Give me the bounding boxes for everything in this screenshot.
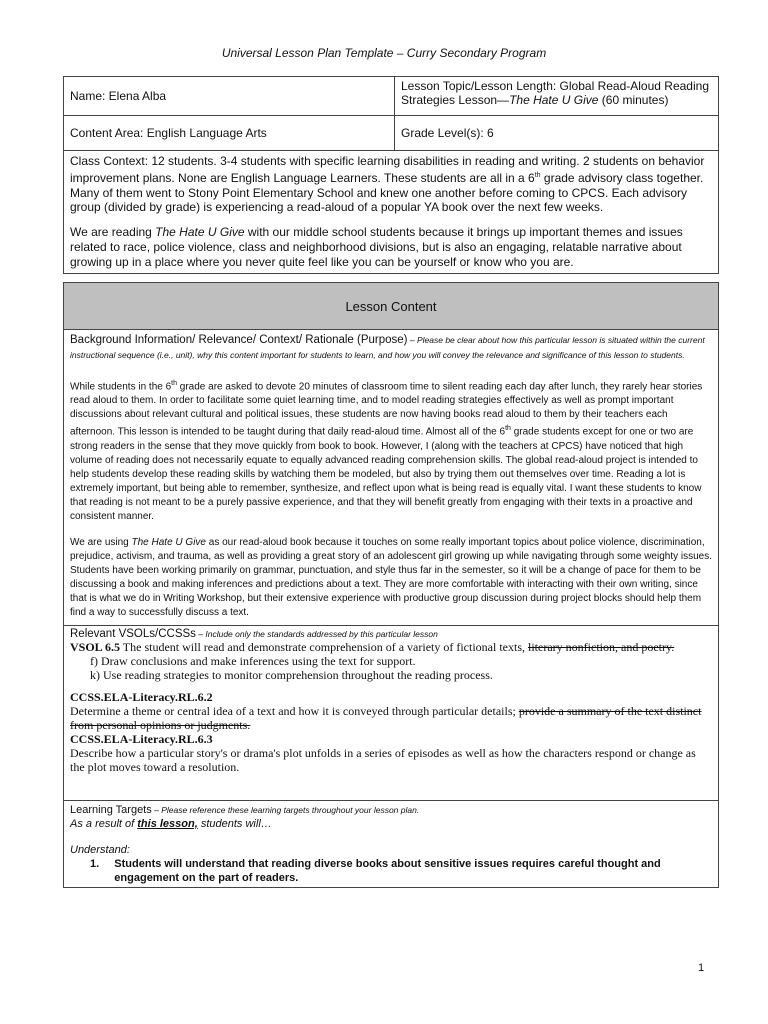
background-title: Background Information/ Relevance/ Context/ Rationale (Purpose) — [70, 334, 408, 346]
standards-note: – Include only the standards addressed by this particular lesson — [195, 628, 438, 639]
background-paragraph-2-book: The Hate U Give — [131, 536, 206, 548]
vsol-text: The student will read and demonstrate comprehension of a variety of fictional texts, — [120, 639, 529, 654]
vsol-code: VSOL 6.5 — [70, 639, 121, 654]
reading-rationale-book: The Hate U Give — [155, 224, 245, 239]
class-context-cell — [64, 151, 719, 274]
page-number: 1 — [698, 962, 705, 974]
class-context-sup: th — [534, 172, 541, 179]
background-paragraph-1b: grade are asked to devote 20 minutes of classroom time to silent reading each day after lunch, they rarely hear stories read aloud to them. In order to facilitate some quiet learning time, and to model reading strategies effectively as well as prompt important discussions about relevant cultural and political issues, these students are now having books read aloud to them by their teachers each afternoon. This lesson is intended to be taught during that daily read-aloud time. Almost all of the 6 — [70, 381, 703, 438]
lesson-topic: Lesson Topic/Lesson Length: Global Read-Aloud Reading Strategies Lesson— — [401, 79, 709, 107]
content-area: Content Area: English Language Arts — [70, 126, 267, 140]
standards-section — [64, 625, 719, 800]
lesson-topic-book: The Hate U Give — [509, 93, 599, 107]
vsol-item-k: k) Use reading strategies to monitor comprehension throughout the reading process. — [90, 667, 493, 682]
background-section — [64, 330, 719, 626]
background-paragraph-2b: as our read-aloud book because it touches on some really important topics about police violence, discrimination, prejudice, activism, and trauma, as well as providing a great story of an adolescent girl growing up while navigating through some weighty issues. Students have been working primarily on grammar, punctuation, and style thus far in the semester, so it will be a change of pace for them to be discussing a book and making inferences and predictions about a text. They are more comfortable with interacting with their own writing, since that is what we do in Writing Workshop, but their extensive experience with productive group discussion during project blocks should help them find a way to successfully discuss a text. — [70, 536, 713, 618]
learning-targets-section — [64, 800, 719, 887]
learning-target-text: Students will understand that reading diverse books about sensitive issues requires careful thought and engagement on the part of readers. — [114, 857, 661, 884]
learning-targets-title: Learning Targets — [70, 803, 152, 816]
ccss-code-2: CCSS.ELA-Literacy.RL.6.3 — [70, 731, 213, 746]
content-area-cell — [64, 116, 395, 151]
reading-rationale-cont: with our middle school students because it brings up important themes and issues related to race, police violence, class and neighborhood divisions, but is also an engaging, relatable narrative about growing up in a place where you never quite feel like you can be yourself or know who you are. — [70, 224, 683, 269]
learning-targets-intro-end: students will… — [197, 817, 272, 830]
grade-level-cell — [395, 116, 719, 151]
vsol-item-f: f) Draw conclusions and make inferences using the text for support. — [90, 653, 416, 668]
teacher-name: Name: Elena Alba — [70, 89, 167, 103]
lesson-length: (60 minutes) — [598, 93, 669, 107]
lesson-info-table — [63, 76, 719, 274]
ccss-text-2: Describe how a particular story's or drama's plot unfolds in a series of episodes as well as how the characters respond or change as the plot moves toward a resolution. — [70, 745, 696, 774]
name-cell — [64, 77, 395, 116]
ccss-strike-text-1: provide a summary of the text distinct from personal opinions or judgments. — [70, 703, 702, 732]
learning-target-item — [70, 857, 712, 885]
background-sup-1: th — [171, 380, 178, 387]
understand-label: Understand: — [70, 843, 130, 856]
background-paragraph-1: While students in the 6 — [70, 381, 172, 393]
background-sup-2: th — [505, 425, 511, 433]
standards-title: Relevant VSOLs/CCSSs — [70, 627, 196, 640]
class-context-label: Class Context: — [70, 154, 149, 168]
lesson-content-heading — [64, 283, 719, 330]
document-header: Universal Lesson Plan Template – Curry Secondary Program — [221, 46, 547, 60]
learning-targets-intro-emphasis: this lesson, — [137, 817, 198, 830]
class-context-text: 12 students. 3-4 students with specific learning disabilities in reading and writing. 2 students on behavior improvement plans. None are English Language Learners. These students are all in a 6 — [70, 154, 705, 185]
grade-level: Grade Level(s): 6 — [401, 126, 494, 140]
vsol-strike-text: literary nonfiction, and poetry. — [528, 639, 675, 654]
reading-rationale: We are reading — [70, 224, 156, 239]
learning-targets-intro: As a result of — [70, 817, 138, 830]
background-note: – Please be clear about how this particular lesson is situated within the current instructional sequence (i.e., unit), why this content important for students to learn, and how you will convey the relevance and significance of this lesson to students. — [70, 335, 705, 360]
class-context-text-cont: grade advisory class together. Many of them went to Stony Point Elementary School and knew one another before coming to CPCS. Each advisory group (divided by grade) is experiencing a read-aloud of a popular YA book over the next few weeks. — [70, 171, 704, 214]
learning-targets-note: – Please reference these learning targets throughout your lesson plan. — [151, 804, 420, 815]
background-paragraph-1c: grade students except for one or two are strong readers in the sense that they move quickly from book to book. However, I (along with the teachers at CPCS) have noticed that high volume of reading does not necessarily equate to equally advanced reading comprehension skills. The global read-aloud project is intended to help students develop these reading skills by watching them be modeled, but also by trying them out themselves over time. Reading a lot is extremely important, but being able to remember, synthesize, and reflect upon what is being read is equally vital. I want these students to know that reading is not meant to be a purely passive experience, and that they will benefit greatly from engaging with their texts in a proactive and consistent manner. — [70, 426, 702, 522]
ccss-text-1: Determine a theme or central idea of a text and how it is conveyed through particular details; — [70, 703, 519, 718]
background-paragraph-2: We are using — [70, 536, 132, 548]
lesson-content-table — [63, 282, 719, 888]
ccss-code-1: CCSS.ELA-Literacy.RL.6.2 — [70, 689, 213, 704]
topic-cell — [395, 77, 719, 116]
learning-target-number: 1. — [90, 857, 100, 870]
lesson-content-heading-text: Lesson Content — [345, 298, 437, 314]
